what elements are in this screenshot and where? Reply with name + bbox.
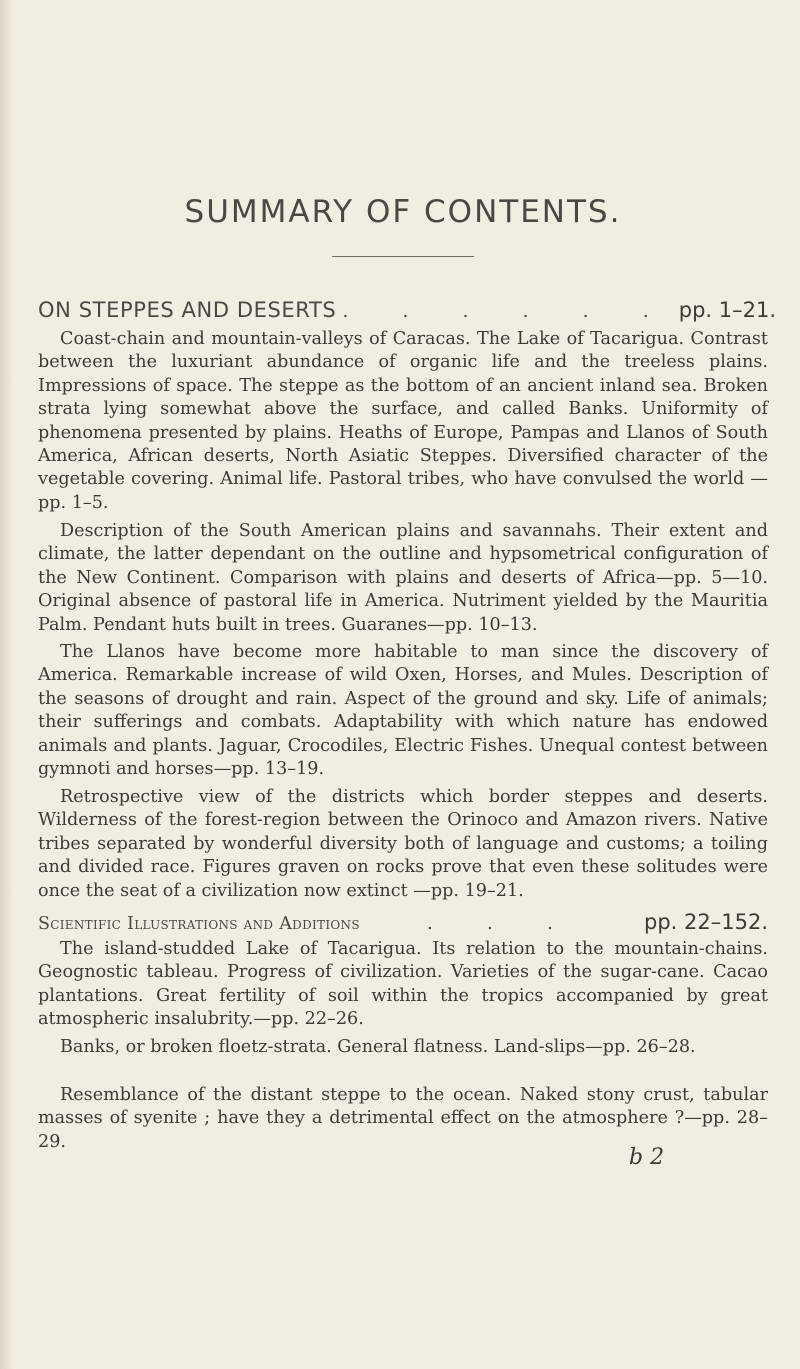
page-folio: b 2 — [629, 1145, 665, 1170]
summary-paragraph: Description of the South American plains and savannahs. Their extent and climate, the latter dependant on the outline and hypsometrical configuration of the New Continent. Comparison with plains and deserts of Africa—pp. 5—10. Original absence of pastoral life in America. Nutriment yielded by the Mauritia Palm. Pendant huts built in trees. Guaranes—pp. 10–13. — [38, 521, 768, 635]
summary-paragraph: Resemblance of the distant steppe to the ocean. Naked stony crust, tabular masses of syenite ; have they a detrimental effect on the atmosphere ?—pp. 28–29. — [38, 1085, 768, 1152]
section-heading-label: Scientific Illustrations and Additions — [38, 914, 360, 934]
summary-paragraph: The island-studded Lake of Tacarigua. Its relation to the mountain-chains. Geognostic tableau. Progress of civilization. Varieties of the sugar-cane. Cacao plantations. Great fertility of soil within the tropics accompanied by great atmospheric insalubrity.—pp. 22–26. — [38, 939, 768, 1030]
page-title: SUMMARY OF CONTENTS. — [184, 194, 622, 230]
summary-paragraph: The Llanos have become more habitable to man since the discovery of America. Remarkable increase of wild Oxen, Horses, and Mules. Description of the seasons of drought and rain. Aspect of the ground and sky. Life of animals; their sufferings and combats. Adaptability with which nature has endowed animals and plants. Jaguar, Crocodiles, Electric Fishes. Unequal contest between gymnoti and horses—pp. 13–19. — [38, 642, 768, 780]
title-rule — [332, 256, 474, 257]
section-heading-illustrations — [38, 910, 768, 934]
section-page-range: pp. 1–21. — [678, 298, 777, 322]
summary-paragraph: Banks, or broken floetz-strata. General flatness. Land-slips—pp. 26–28. — [60, 1037, 696, 1057]
summary-paragraph: Coast-chain and mountain-valleys of Caracas. The Lake of Tacarigua. Contrast between the luxuriant abundance of organic life and the treeless plains. Impressions of space. The steppe as the bottom of an ancient inland sea. Broken strata lying somewhat above the surface, and called Banks. Uniformity of phenomena presented by plains. Heaths of Europe, Pampas and Llanos of South America, African deserts, North Asiatic Steppes. Diversified character of the vegetable covering. Animal life. Pastoral tribes, who have convulsed the world —pp. 1–5. — [38, 329, 768, 513]
section-heading-label: ON STEPPES AND DESERTS — [38, 298, 337, 322]
summary-paragraph: Retrospective view of the districts which border steppes and deserts. Wilderness of the forest-region between the Orinoco and Amazon rivers. Native tribes separated by wonderful diversity both of language and customs; a toiling and divided race. Figures graven on rocks prove that even these solitudes were once the seat of a civilization now extinct —pp. 19–21. — [38, 787, 768, 901]
section-page-range: pp. 22–152. — [644, 910, 768, 934]
section-heading-steppes — [38, 298, 777, 322]
leader-dots: . . . . . . — [342, 300, 673, 322]
binding-gutter — [0, 0, 14, 1369]
leader-dots: . . . — [426, 912, 578, 934]
